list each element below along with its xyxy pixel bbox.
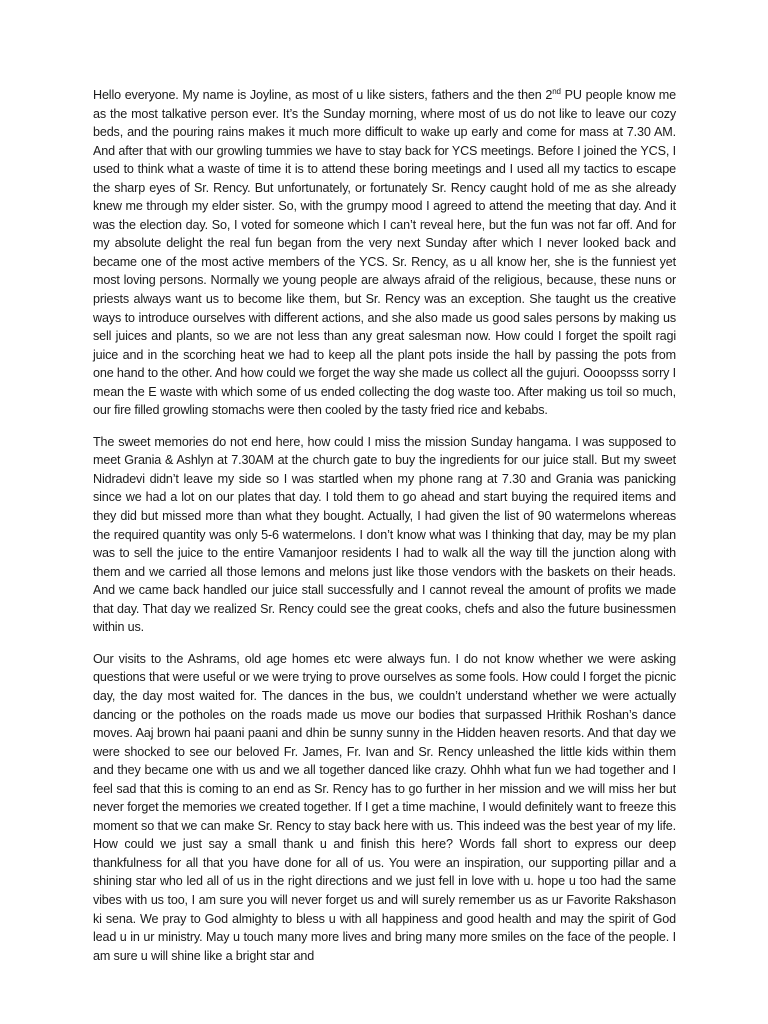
intro-text-rest: PU people know me as the most talkative person ever. It’s the Sunday morning, where most of us do not like to leave our cozy beds, and the pouring rains makes it much more difficult to wake up early and come for mass at 7.30 AM. And after that with our growling tummies we have to stay back for YCS meetings. Before I joined the YCS, I used to think what a waste of time it is to attend these boring meetings and I used all my tactics to escape the sharp eyes of Sr. Rency. But unfortunately, or fortunately Sr. Rency caught hold of me as she already knew me through my elder sister. So, with the grumpy mood I agreed to attend the meeting that day. And it was the election day. So, I voted for someone which I can’t reveal here, but the fun was not far off. And for my absolute delight the real fun began from the very next Sunday after which I never looked back and became one of the most active members of the YCS. Sr. Rency, as u all know her, she is the funniest yet most loving persons. Normally we young people are always afraid of the religious, because, these nuns or priests always want us to become like them, but Sr. Rency was an exception. She taught us the creative ways to introduce ourselves with different actions, and she also made us good sales persons by making us sell juices and plants, so we are not less than any great salesman now. How could I forget the spoilt ragi juice and in the scorching heat we had to keep all the plant pots inside the hall by passing the pots from one hand to the other. And how could we forget the way she made us collect all the gujuri. Oooopsss sorry I mean the E waste with which some of us ended collecting the dog waste too. After making us toil so much, our fire filled growling stomachs were then cooled by the tasty fried rice and kebabs. <box>93 88 676 418</box>
paragraph-mission-sunday: The sweet memories do not end here, how could I miss the mission Sunday hangama. I was supposed to meet Grania & Ashlyn at 7.30AM at the church gate to buy the ingredients for our juice stall. But my sweet Nidradevi didn’t leave my side so I was startled when my phone rang at 7.30 and Grania was panicking since we had a lot on our plates that day. I told them to go ahead and start buying the required items and they did but missed more than what they bought. Actually, I had given the list of 90 watermelons whereas the required quantity was only 5-6 watermelons. I don’t know what was I thinking that day, may be my plan was to sell the juice to the entire Vamanjoor residents I had to walk all the way till the junction along with them and we carried all those lemons and melons just like those vendors with the baskets on their heads. And we came back handled our juice stall successfully and I cannot reveal the amount of profits we made that day. That day we realized Sr. Rency could see the great cooks, chefs and also the future businessmen within us. <box>93 434 676 635</box>
intro-text-start: Hello everyone. My name is Joyline, as most of u like sisters, fathers and the then 2 <box>93 88 553 102</box>
document-body <box>93 86 676 965</box>
paragraph-introduction <box>93 86 676 420</box>
ordinal-superscript: nd <box>552 86 561 96</box>
paragraph-visits-and-thanks: Our visits to the Ashrams, old age homes etc were always fun. I do not know whether we were asking questions that were useful or we were trying to prove ourselves as some fools. How could I forget the picnic day, the day most waited for. The dances in the bus, we couldn’t understand whether we were actually dancing or the potholes on the roads made us move our bodies that surpassed Hrithik Roshan’s dance moves. Aaj brown hai paani paani and dhin be sunny sunny in the Hidden heaven resorts. And that day we were shocked to see our beloved Fr. James, Fr. Ivan and Sr. Rency unleashed the little kids within them and they became one with us and we all together danced like crazy. Ohhh what fun we had together and I feel sad that this is coming to an end as Sr. Rency has to go further in her mission and we will miss her but never forget the memories we created together. If I get a time machine, I would definitely want to freeze this moment so that we can make Sr. Rency to stay back here with us. This indeed was the best year of my life. How could we just say a small thank u and finish this here? Words fall short to express our deep thankfulness for all that you have done for all of us. You were an inspiration, our supporting pillar and a shining star who led all of us in the right directions and we just fell in love with u. hope u too had the same vibes with us too, I am sure you will never forget us and will surely remember us as ur Favorite Rakshason ki sena. We pray to God almighty to bless u with all happiness and good health and may the spirit of God lead u in ur ministry. May u touch many more lives and bring many more smiles on the face of the people. I am sure u will shine like a bright star and <box>93 651 676 963</box>
